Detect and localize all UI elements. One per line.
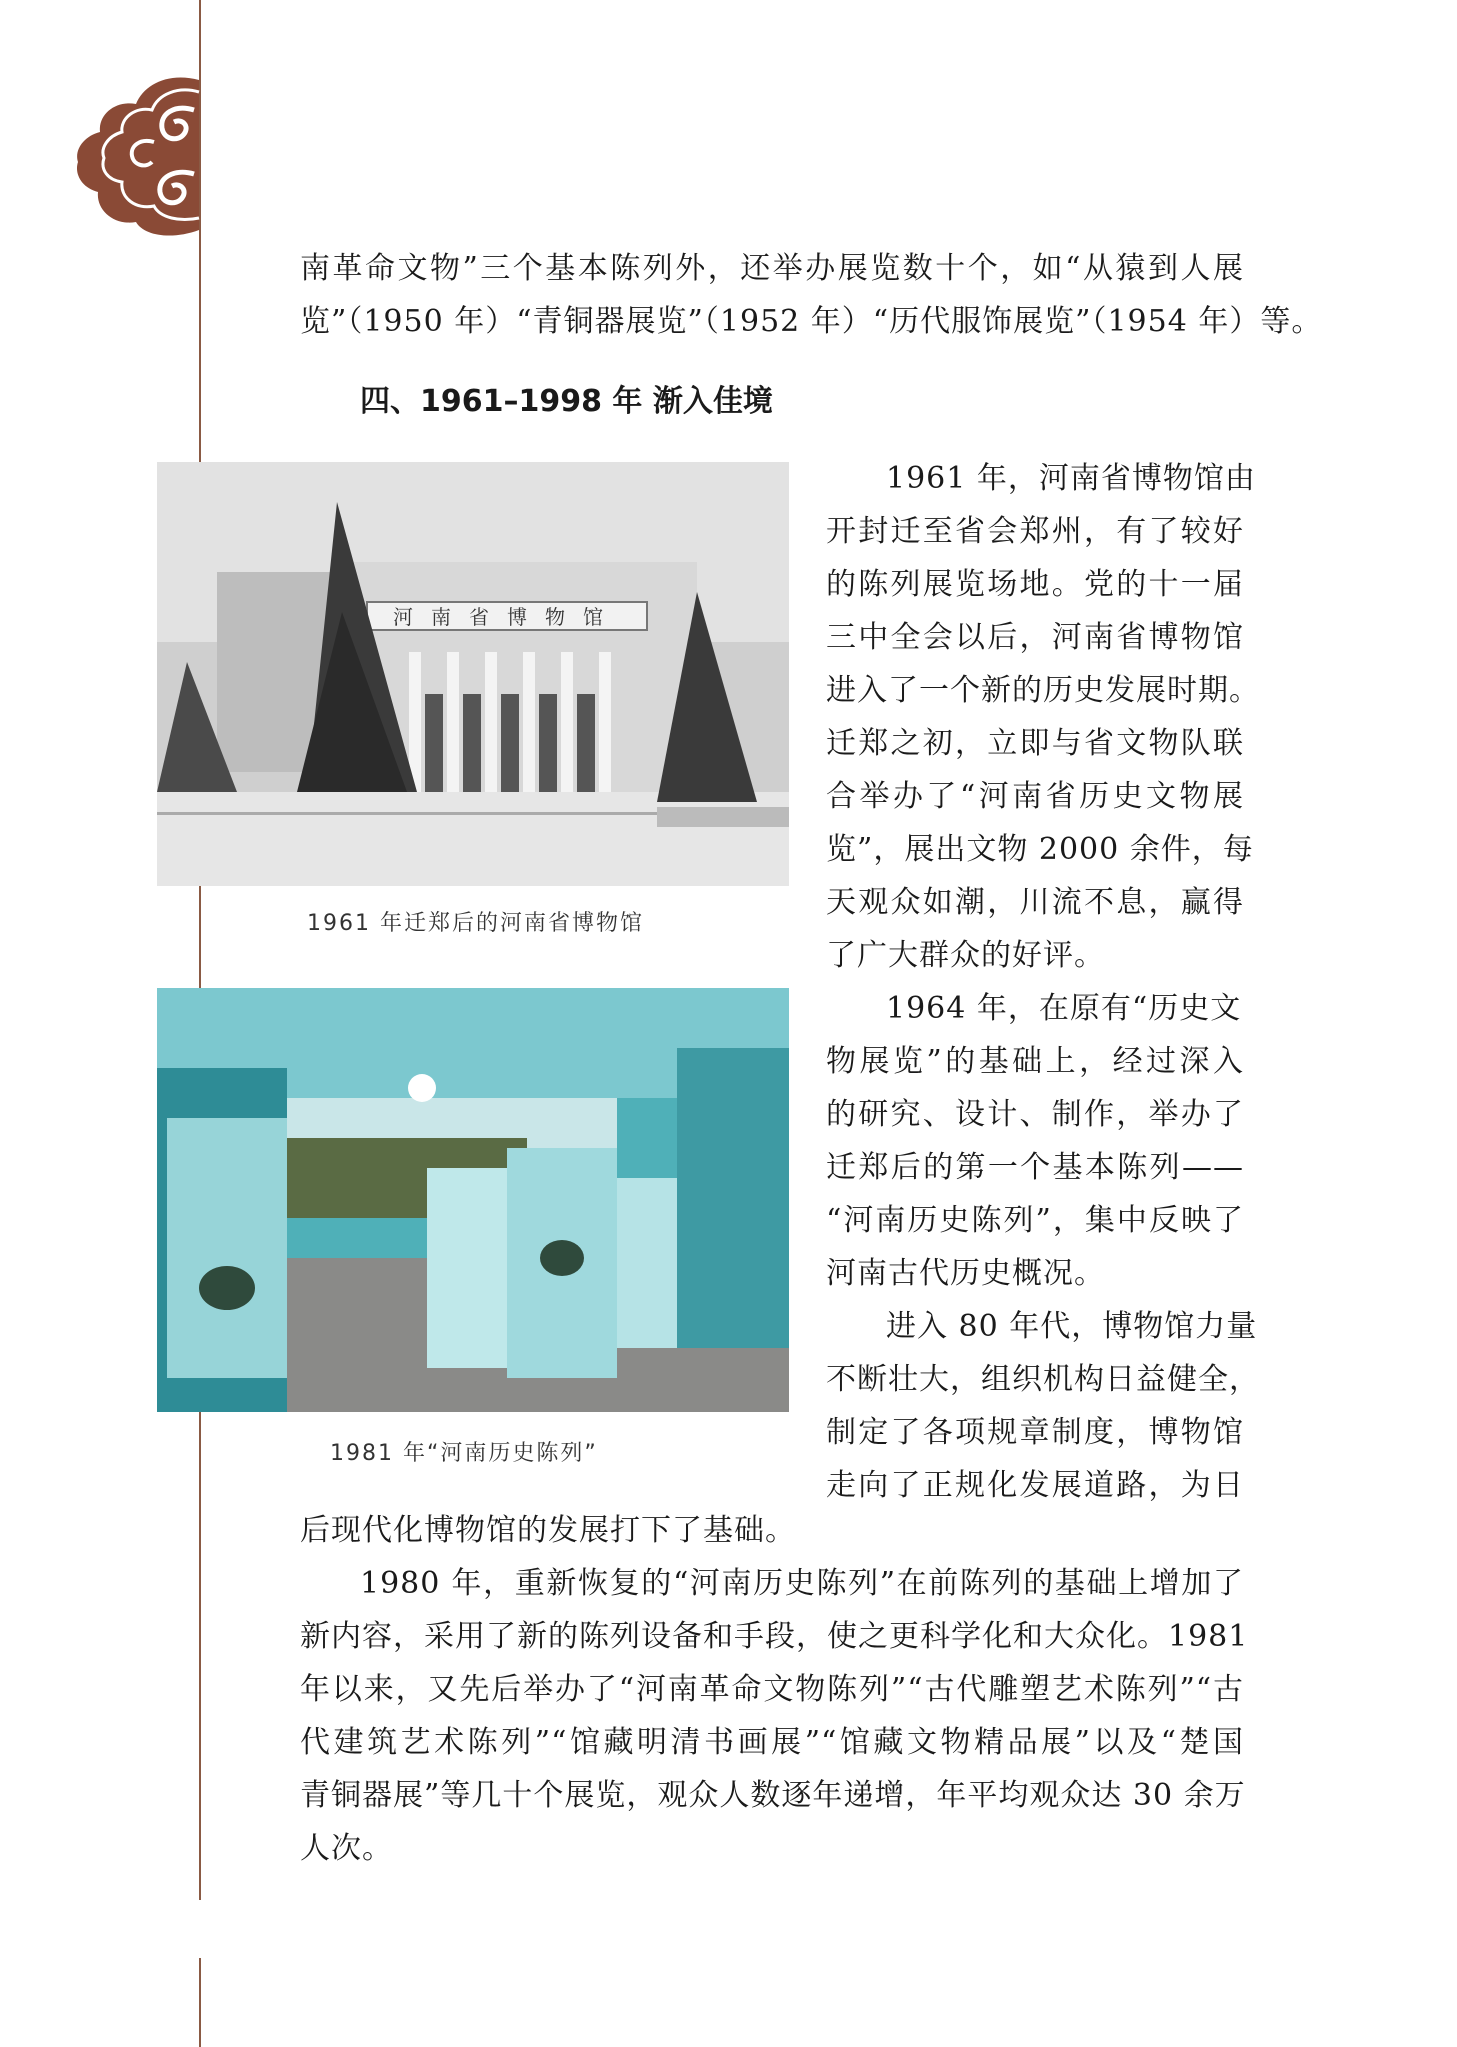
museum-building-photo xyxy=(157,462,789,886)
side-line: 1961 年，河南省博物馆由 xyxy=(886,461,1256,496)
bottom-line: 青铜器展”等几十个展览，观众人数逐年递增，年平均观众达 30 余万 xyxy=(300,1778,1246,1813)
side-line: 的陈列展览场地。党的十一届 xyxy=(826,567,1244,602)
side-line: 了广大群众的好评。 xyxy=(826,938,1105,973)
side-line: 迁郑之初，立即与省文物队联 xyxy=(826,726,1244,761)
section-heading: 四、1961–1998 年 渐入佳境 xyxy=(360,384,773,419)
bottom-paragraph xyxy=(300,1504,1249,1875)
bottom-line: 后现代化博物馆的发展打下了基础。 xyxy=(300,1513,796,1548)
side-line: 览”，展出文物 2000 余件，每 xyxy=(826,832,1254,867)
side-line: 三中全会以后，河南省博物馆 xyxy=(826,620,1244,655)
margin-rule-top xyxy=(199,0,201,1900)
side-line: 进入 80 年代，博物馆力量 xyxy=(886,1309,1258,1344)
side-line: 开封迁至省会郑州，有了较好 xyxy=(826,514,1244,549)
side-line: 迁郑后的第一个基本陈列—— xyxy=(826,1150,1244,1185)
intro-paragraph xyxy=(300,242,1323,348)
cloud-ornament-icon xyxy=(74,70,204,238)
bottom-line: 代建筑艺术陈列”“馆藏明清书画展”“馆藏文物精品展”以及“楚国 xyxy=(300,1725,1244,1760)
side-line: 进入了一个新的历史发展时期。 xyxy=(826,673,1260,708)
bottom-line: 年以来，又先后举办了“河南革命文物陈列”“古代雕塑艺术陈列”“古 xyxy=(300,1672,1244,1707)
bottom-line: 人次。 xyxy=(300,1831,393,1866)
bottom-line: 新内容，采用了新的陈列设备和手段，使之更科学化和大众化。1981 xyxy=(300,1619,1249,1654)
bottom-line: 1980 年，重新恢复的“河南历史陈列”在前陈列的基础上增加了 xyxy=(360,1566,1244,1601)
side-line: 合举办了“河南省历史文物展 xyxy=(826,779,1244,814)
side-line: 物展览”的基础上，经过深入 xyxy=(826,1044,1244,1079)
photo1-caption: 1961 年迁郑后的河南省博物馆 xyxy=(307,911,644,936)
museum-sign-text: 河南省博物馆 xyxy=(393,605,621,629)
intro-line: 览”（1950 年）“青铜器展览”（1952 年）“历代服饰展览”（1954 年）等。 xyxy=(300,304,1323,339)
intro-line: 南革命文物”三个基本陈列外，还举办展览数十个，如“从猿到人展 xyxy=(300,251,1244,286)
side-line: 1964 年，在原有“历史文 xyxy=(886,991,1242,1026)
photo2-caption: 1981 年“河南历史陈列” xyxy=(330,1441,598,1466)
side-line: 天观众如潮，川流不息，赢得 xyxy=(826,885,1244,920)
side-column-text xyxy=(826,452,1260,1512)
side-line: 河南古代历史概况。 xyxy=(826,1256,1105,1291)
side-line: 的研究、设计、制作，举办了 xyxy=(826,1097,1244,1132)
margin-rule-bottom xyxy=(199,1958,201,2047)
side-line: 不断壮大，组织机构日益健全， xyxy=(826,1362,1260,1397)
side-line: 制定了各项规章制度，博物馆 xyxy=(826,1415,1244,1450)
exhibition-hall-photo xyxy=(157,988,789,1412)
side-line: 走向了正规化发展道路，为日 xyxy=(826,1468,1244,1503)
side-line: “河南历史陈列”，集中反映了 xyxy=(826,1203,1244,1238)
